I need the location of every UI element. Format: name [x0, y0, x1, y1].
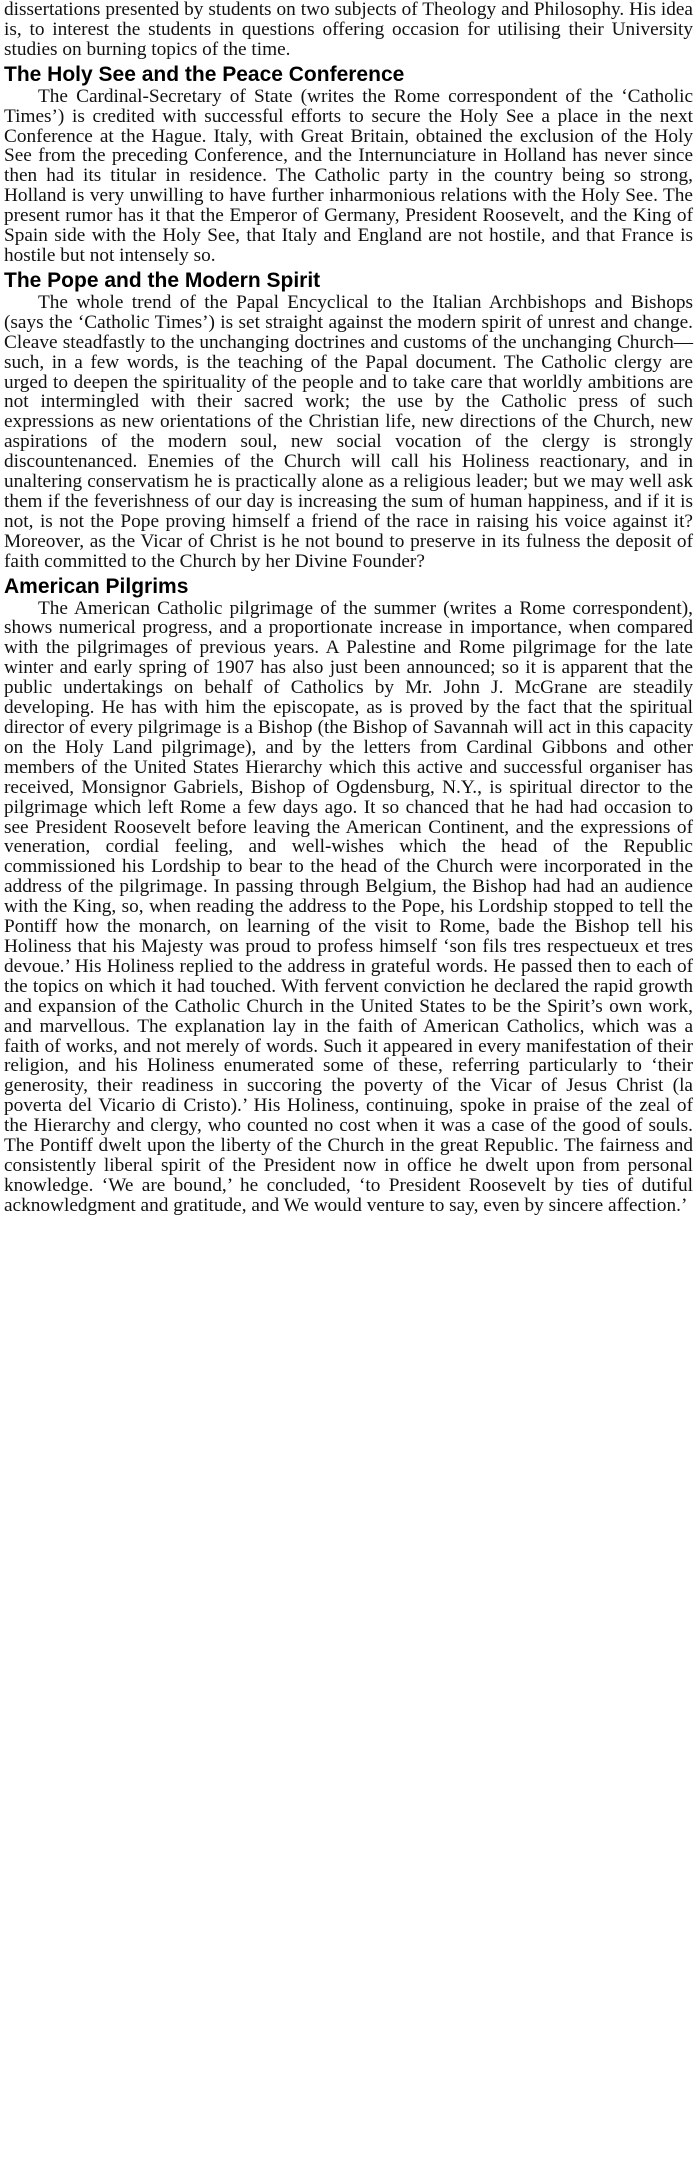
section-american-pilgrims [4, 572, 693, 1216]
section-paragraph: The American Catholic pilgrimage of the summer (writes a Rome correspondent), shows numerical progress, and a proportionate increase in importance, when compared with the pilgrimages of previous years. A Palestine and Rome pilgrimage for the late winter and early spring of 1907 has also just been announced; so it is apparent that the public undertakings on behalf of Catholics by Mr. John J. McGrane are steadily developing. He has with him the episcopate, as is proved by the fact that the spiritual director of every pilgrimage is a Bishop (the Bishop of Savannah will act in this capacity on the Holy Land pilgrimage), and by the letters from Cardinal Gibbons and other members of the United States Hierarchy which this active and successful organiser has received, Monsignor Gabriels, Bishop of Ogdensburg, N.Y., is spiritual director to the pilgrimage which left Rome a few days ago. It so chanced that he had had occasion to see President Roosevelt before leaving the American Continent, and the expressions of veneration, cordial feeling, and well-wishes which the head of the Republic commissioned his Lordship to bear to the head of the Church were incorporated in the address of the pilgrimage. In passing through Belgium, the Bishop had had an audience with the King, so, when reading the address to the Pope, his Lordship stopped to tell the Pontiff how the monarch, on learning of the visit to Rome, bade the Bishop tell his Holiness that his Majesty was proud to profess himself ‘son fils tres respectueux et tres devoue.’ His Holiness replied to the address in grateful words. He passed then to each of the topics on which it had touched. With fervent conviction he declared the rapid growth and expansion of the Catholic Church in the United States to be the Spirit’s own work, and marvellous. The explanation lay in the faith of American Catholics, which was a faith of works, and not merely of words. Such it appeared in every manifestation of their religion, and his Holiness enumerated some of these, referring particularly to ‘their generosity, their readiness in succoring the poverty of the Vicar of Jesus Christ (la poverta del Vicario di Cristo).’ His Holiness, continuing, spoke in praise of the zeal of the Hierarchy and clergy, who counted no cost when it was a case of the good of souls. The Pontiff dwelt upon the liberty of the Church in the great Republic. The fairness and consistently liberal spirit of the President now in office he dwelt upon from personal knowledge. ‘We are bound,’ he concluded, ‘to President Roosevelt by ties of dutiful acknowledgment and gratitude, and We would venture to say, even by sincere affection.’ [4, 597, 693, 1216]
section-heading: American Pilgrims [4, 574, 189, 598]
section-heading: The Pope and the Modern Spirit [4, 268, 321, 292]
section-paragraph: The whole trend of the Papal Encyclical to the Italian Archbishops and Bishops (says the ‘Catholic Times’) is set straight against the modern spirit of unrest and change. Cleave steadfastly to the unchanging doctrines and customs of the unchanging Church—such, in a few words, is the teaching of the Papal document. The Catholic clergy are urged to deepen the spirituality of the people and to take care that worldly ambitions are not intermingled with their sacred work; the use by the Catholic press of such expressions as new orientations of the Christian life, new directions of the Church, new aspirations of the modern soul, new social vocation of the clergy is strongly discountenanced. Enemies of the Church will call his Holiness reactionary, and in unaltering conservatism he is practically alone as a religious leader; but we may well ask them if the feverishness of our day is increasing the sum of human happiness, and if it is not, is not the Pope proving himself a friend of the race in raising his voice against it? Moreover, as the Vicar of Christ is he not bound to preserve in its fulness the deposit of faith committed to the Church by her Divine Founder? [4, 291, 693, 572]
section-paragraph: The Cardinal-Secretary of State (writes the Rome correspondent of the ‘Catholic Times’) is credited with successful efforts to secure the Holy See a place in the next Conference at the Hague. Italy, with Great Britain, obtained the exclusion of the Holy See from the preceding Conference, and the Internunciature in Holland has never since then had its titular in residence. The Catholic party in the country being so strong, Holland is very unwilling to have further inharmonious relations with the Holy See. The present rumor has it that the Emperor of Germany, President Roosevelt, and the King of Spain side with the Holy See, that Italy and England are not hostile, and that France is hostile but not intensely so. [4, 85, 693, 266]
section-holy-see-peace-conference [4, 60, 693, 266]
section-pope-modern-spirit [4, 266, 693, 572]
section-heading: The Holy See and the Peace Conference [4, 62, 405, 86]
intro-paragraph: dissertations presented by students on two subjects of Theology and Philosophy. His idea is, to interest the students in questions offering occasion for utilising their University studies on burning topics of the time. [4, 0, 693, 60]
